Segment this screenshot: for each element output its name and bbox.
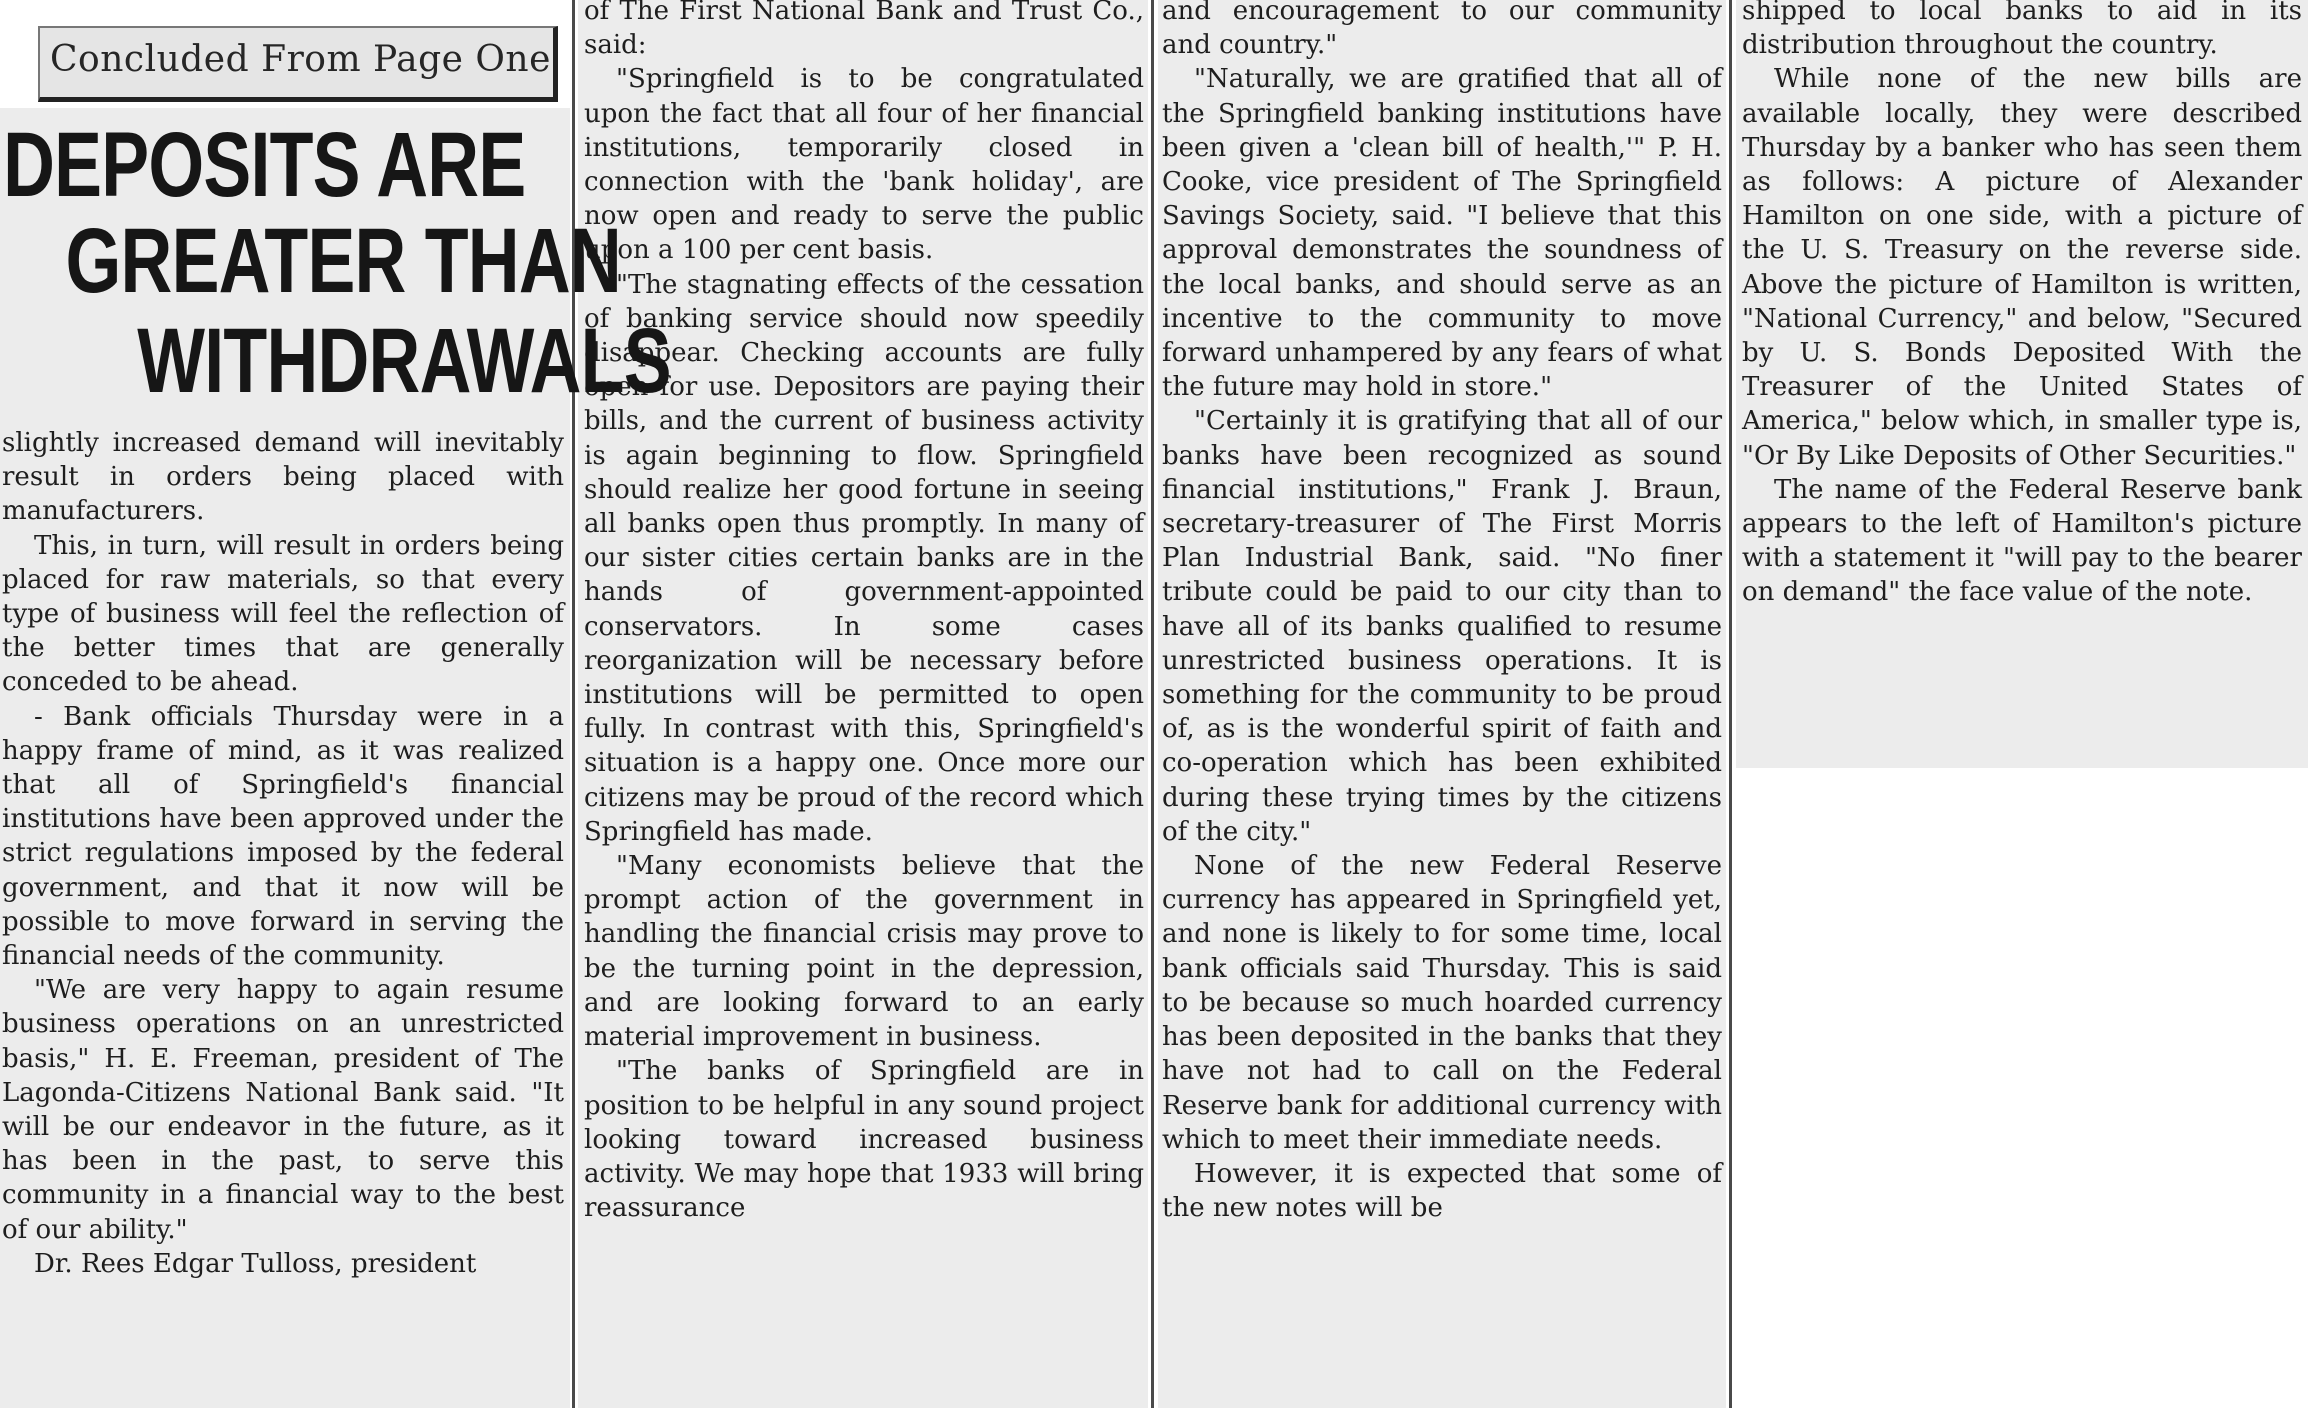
paragraph: This, in turn, will result in orders being placed for raw materials, so that every type of business will feel the reflection of the better times that are generally conceded to be ahead. [2, 530, 564, 698]
headline-line-1: DEPOSITS ARE [3, 114, 526, 216]
column-rule [1151, 0, 1154, 1408]
paragraph: The name of the Federal Reserve bank appears to the left of Hamilton's picture with a statement it "will pay to the bearer on demand" the face value of the note. [1742, 474, 2302, 608]
paragraph: "Springfield is to be congratulated upon the fact that all four of her financial institutions, temporarily closed in connection with the 'bank holiday', are now open and ready to serve the public upon a 100 per cent basis. [584, 64, 1144, 266]
paragraph: and encouragement to our community and country." [1162, 0, 1722, 61]
headline-line-2: GREATER THAN [65, 210, 621, 312]
article-text-column-4 [1742, 0, 2302, 610]
paragraph: However, it is expected that some of the new notes will be [1162, 1158, 1722, 1224]
continuation-tag-area [0, 0, 570, 108]
continuation-tag: Concluded From Page One [38, 26, 558, 102]
paragraph: "Naturally, we are gratified that all of the Springfield banking institutions have been given a 'clean bill of health,'" P. H. Cooke, vice president of The Springfield Savings Society, said. "I believe that this approval demonstrates the soundness of the local banks, and should serve as an incentive to the community to move forward unhampered by any fears of what the future may hold in store." [1162, 64, 1722, 403]
paragraph: shipped to local banks to aid in its distribution throughout the country. [1742, 0, 2302, 61]
article-text-column-3 [1162, 0, 1722, 1225]
paragraph: None of the new Federal Reserve currency has appeared in Springfield yet, and none is likely to for some time, local bank officials said Thursday. This is said to be because so much hoarded currency has been deposited in the banks that they have not had to call on the Federal Reserve bank for additional currency with which to meet their immediate needs. [1162, 851, 1722, 1155]
article-text-column-2 [584, 0, 1144, 1225]
paragraph: "Certainly it is gratifying that all of our banks have been recognized as sound financial institutions," Frank J. Braun, secretary-treasurer of The First Morris Plan Industrial Bank, said. "No finer tribute could be paid to our city than to have all of its banks qualified to resume unrestricted business operations. It is something for the community to be proud of, as is the wonderful spirit of faith and co-operation which has been exhibited during these trying times by the citizens of the city." [1162, 406, 1722, 847]
paragraph: While none of the new bills are available locally, they were described Thursday by a banker who has seen them as follows: A picture of Alexander Hamilton on one side, with a picture of the U. S. Treasury on the reverse side. Above the picture of Hamilton is written, "National Currency," and below, "Secured by U. S. Bonds Deposited With the Treasurer of the United States of America," below which, in smaller type is, "Or By Like Deposits of Other Securities." [1742, 64, 2302, 471]
article-text-column-1 [2, 426, 564, 1281]
paragraph: "The stagnating effects of the cessation of banking service should now speedily disappear. Checking accounts are fully open for use. Depositors are paying their bills, and the current of business activity is again beginning to flow. Springfield should realize her good fortune in seeing all banks open thus promptly. In many of our sister cities certain banks are in the hands of government-appointed conservators. In some cases reorganization will be necessary before institutions will be permitted to open fully. In contrast with this, Springfield's situation is a happy one. Once more our citizens may be proud of the record which Springfield has made. [584, 269, 1144, 847]
paragraph: "We are very happy to again resume business operations on an unrestricted basis," H. E. Freeman, president of The Lagonda-Citizens National Bank said. "It will be our endeavor in the future, as it has been in the past, to serve this community in a financial way to the best of our ability." [2, 975, 564, 1245]
paragraph: Dr. Rees Edgar Tulloss, president [34, 1248, 477, 1279]
paragraph: slightly increased demand will inevitably result in orders being placed with manufacturers. [2, 428, 564, 527]
paragraph: - Bank officials Thursday were in a happy frame of mind, as it was realized that all of Springfield's financial institutions have been approved under the strict regulations imposed by the federal government, and that it now will be possible to move forward in serving the financial needs of the community. [2, 701, 564, 972]
paragraph: of The First National Bank and Trust Co., said: [584, 0, 1144, 61]
headline-line-3: WITHDRAWALS [137, 310, 671, 412]
paragraph: "Many economists believe that the prompt action of the government in handling the financial crisis may prove to be the turning point in the depression, and are looking forward to an early material improvement in business. [584, 851, 1144, 1053]
column-rule [1729, 0, 1732, 1408]
paragraph: "The banks of Springfield are in position to be helpful in any sound project looking toward increased business activity. We may hope that 1933 will bring reassurance [584, 1056, 1144, 1224]
